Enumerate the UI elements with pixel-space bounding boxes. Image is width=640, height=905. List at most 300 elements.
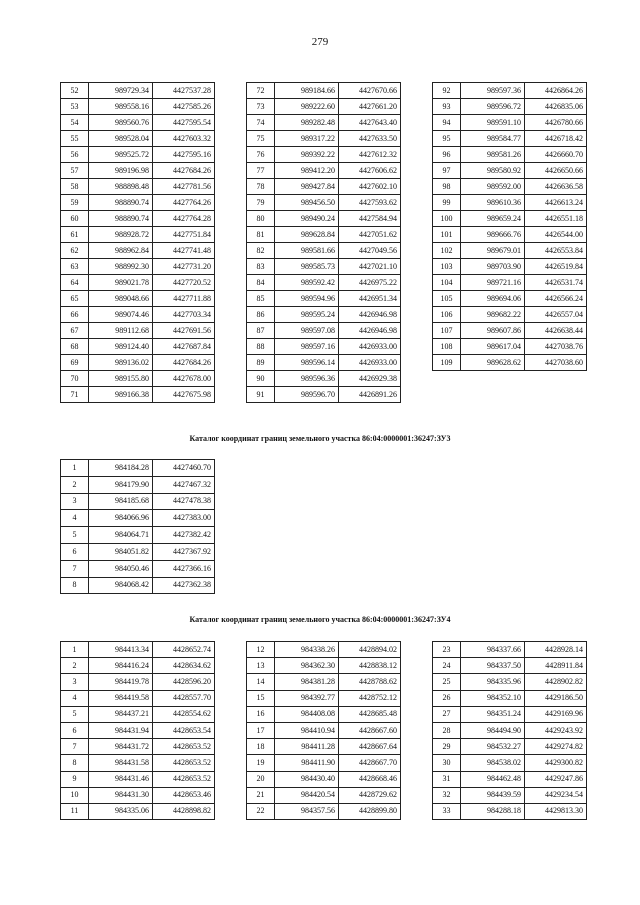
y-coordinate-cell: 4427051.62 bbox=[339, 227, 401, 243]
point-number-cell: 93 bbox=[433, 99, 461, 115]
x-coordinate-cell: 989581.66 bbox=[275, 243, 339, 259]
table-row bbox=[433, 131, 587, 147]
table-row bbox=[433, 771, 587, 787]
table-row bbox=[433, 259, 587, 275]
point-number-cell: 85 bbox=[247, 291, 275, 307]
y-coordinate-cell: 4427595.16 bbox=[153, 147, 215, 163]
table-row bbox=[61, 131, 215, 147]
y-coordinate-cell: 4426531.74 bbox=[525, 275, 587, 291]
table-row bbox=[61, 99, 215, 115]
table-row bbox=[247, 339, 401, 355]
y-coordinate-cell: 4427764.28 bbox=[153, 211, 215, 227]
table-row bbox=[247, 755, 401, 771]
y-coordinate-cell: 4426718.42 bbox=[525, 131, 587, 147]
y-coordinate-cell: 4429247.86 bbox=[525, 771, 587, 787]
table-row bbox=[433, 291, 587, 307]
x-coordinate-cell: 984494.90 bbox=[461, 722, 525, 738]
table-row bbox=[61, 739, 215, 755]
table-row bbox=[61, 179, 215, 195]
table-row bbox=[247, 227, 401, 243]
x-coordinate-cell: 989721.16 bbox=[461, 275, 525, 291]
table-row bbox=[433, 755, 587, 771]
y-coordinate-cell: 4426951.34 bbox=[339, 291, 401, 307]
x-coordinate-cell: 984416.24 bbox=[89, 658, 153, 674]
x-coordinate-cell: 984357.56 bbox=[275, 803, 339, 819]
table-row bbox=[433, 355, 587, 371]
table-row bbox=[433, 115, 587, 131]
y-coordinate-cell: 4427383.00 bbox=[153, 510, 215, 527]
table-row bbox=[61, 706, 215, 722]
x-coordinate-cell: 984413.34 bbox=[89, 642, 153, 658]
x-coordinate-cell: 984392.77 bbox=[275, 690, 339, 706]
x-coordinate-cell: 984351.24 bbox=[461, 706, 525, 722]
x-coordinate-cell: 989617.04 bbox=[461, 339, 525, 355]
x-coordinate-cell: 989597.08 bbox=[275, 323, 339, 339]
x-coordinate-cell: 984066.96 bbox=[89, 510, 153, 527]
table-row bbox=[61, 339, 215, 355]
table-row bbox=[433, 339, 587, 355]
x-coordinate-cell: 989592.42 bbox=[275, 275, 339, 291]
x-coordinate-cell: 989525.72 bbox=[89, 147, 153, 163]
y-coordinate-cell: 4426638.44 bbox=[525, 323, 587, 339]
point-number-cell: 61 bbox=[61, 227, 89, 243]
x-coordinate-cell: 989392.22 bbox=[275, 147, 339, 163]
x-coordinate-cell: 989679.01 bbox=[461, 243, 525, 259]
y-coordinate-cell: 4427731.20 bbox=[153, 259, 215, 275]
x-coordinate-cell: 984430.40 bbox=[275, 771, 339, 787]
point-number-cell: 59 bbox=[61, 195, 89, 211]
y-coordinate-cell: 4427021.10 bbox=[339, 259, 401, 275]
point-number-cell: 14 bbox=[247, 674, 275, 690]
table-row bbox=[61, 560, 215, 577]
x-coordinate-cell: 984419.78 bbox=[89, 674, 153, 690]
point-number-cell: 67 bbox=[61, 323, 89, 339]
y-coordinate-cell: 4427781.56 bbox=[153, 179, 215, 195]
x-coordinate-cell: 989317.22 bbox=[275, 131, 339, 147]
x-coordinate-cell: 984431.46 bbox=[89, 771, 153, 787]
x-coordinate-cell: 989666.76 bbox=[461, 227, 525, 243]
x-coordinate-cell: 989136.02 bbox=[89, 355, 153, 371]
y-coordinate-cell: 4429243.92 bbox=[525, 722, 587, 738]
point-number-cell: 28 bbox=[433, 722, 461, 738]
y-coordinate-cell: 4426835.06 bbox=[525, 99, 587, 115]
table-row bbox=[247, 83, 401, 99]
point-number-cell: 62 bbox=[61, 243, 89, 259]
table-row bbox=[61, 493, 215, 510]
table-row bbox=[247, 275, 401, 291]
table-row bbox=[247, 739, 401, 755]
point-number-cell: 101 bbox=[433, 227, 461, 243]
table-row bbox=[247, 642, 401, 658]
y-coordinate-cell: 4427537.28 bbox=[153, 83, 215, 99]
x-coordinate-cell: 984068.42 bbox=[89, 577, 153, 594]
point-number-cell: 75 bbox=[247, 131, 275, 147]
point-number-cell: 8 bbox=[61, 577, 89, 594]
table-row bbox=[61, 787, 215, 803]
table-row bbox=[433, 243, 587, 259]
table-row bbox=[61, 243, 215, 259]
y-coordinate-cell: 4426946.98 bbox=[339, 323, 401, 339]
point-number-cell: 2 bbox=[61, 658, 89, 674]
point-number-cell: 108 bbox=[433, 339, 461, 355]
table-row bbox=[247, 291, 401, 307]
x-coordinate-cell: 984362.30 bbox=[275, 658, 339, 674]
table-row bbox=[247, 771, 401, 787]
y-coordinate-cell: 4428911.84 bbox=[525, 658, 587, 674]
point-number-cell: 31 bbox=[433, 771, 461, 787]
point-number-cell: 107 bbox=[433, 323, 461, 339]
x-coordinate-cell: 984185.68 bbox=[89, 493, 153, 510]
point-number-cell: 81 bbox=[247, 227, 275, 243]
table-row bbox=[61, 387, 215, 403]
x-coordinate-cell: 989166.38 bbox=[89, 387, 153, 403]
point-number-cell: 52 bbox=[61, 83, 89, 99]
x-coordinate-cell: 989607.86 bbox=[461, 323, 525, 339]
y-coordinate-cell: 4429300.82 bbox=[525, 755, 587, 771]
y-coordinate-cell: 4426551.18 bbox=[525, 211, 587, 227]
table-row bbox=[61, 642, 215, 658]
y-coordinate-cell: 4427593.62 bbox=[339, 195, 401, 211]
section-caption: Каталог координат границ земельного участка 86:04:0000001:36247:ЗУ3 bbox=[189, 434, 451, 443]
y-coordinate-cell: 4428667.70 bbox=[339, 755, 401, 771]
table-row bbox=[433, 227, 587, 243]
point-number-cell: 70 bbox=[61, 371, 89, 387]
table-row bbox=[61, 115, 215, 131]
x-coordinate-cell: 984288.18 bbox=[461, 803, 525, 819]
coordinate-table bbox=[60, 82, 215, 403]
table-row bbox=[247, 690, 401, 706]
x-coordinate-cell: 989581.26 bbox=[461, 147, 525, 163]
x-coordinate-cell: 988992.30 bbox=[89, 259, 153, 275]
y-coordinate-cell: 4427038.60 bbox=[525, 355, 587, 371]
point-number-cell: 32 bbox=[433, 787, 461, 803]
table-row bbox=[433, 642, 587, 658]
point-number-cell: 64 bbox=[61, 275, 89, 291]
point-number-cell: 98 bbox=[433, 179, 461, 195]
point-number-cell: 82 bbox=[247, 243, 275, 259]
table-row bbox=[247, 658, 401, 674]
table-row bbox=[61, 323, 215, 339]
y-coordinate-cell: 4427584.94 bbox=[339, 211, 401, 227]
point-number-cell: 60 bbox=[61, 211, 89, 227]
y-coordinate-cell: 4426557.04 bbox=[525, 307, 587, 323]
y-coordinate-cell: 4426519.84 bbox=[525, 259, 587, 275]
table-row bbox=[247, 147, 401, 163]
table-row bbox=[61, 722, 215, 738]
point-number-cell: 68 bbox=[61, 339, 89, 355]
x-coordinate-cell: 989610.36 bbox=[461, 195, 525, 211]
table-row bbox=[61, 658, 215, 674]
point-number-cell: 104 bbox=[433, 275, 461, 291]
x-coordinate-cell: 984420.54 bbox=[275, 787, 339, 803]
y-coordinate-cell: 4428554.62 bbox=[153, 706, 215, 722]
table-row bbox=[247, 387, 401, 403]
point-number-cell: 79 bbox=[247, 195, 275, 211]
point-number-cell: 94 bbox=[433, 115, 461, 131]
table-row bbox=[247, 195, 401, 211]
x-coordinate-cell: 989596.36 bbox=[275, 371, 339, 387]
x-coordinate-cell: 989528.04 bbox=[89, 131, 153, 147]
table-row bbox=[247, 355, 401, 371]
x-coordinate-cell: 989584.77 bbox=[461, 131, 525, 147]
table-row bbox=[61, 259, 215, 275]
table-row bbox=[61, 355, 215, 371]
point-number-cell: 6 bbox=[61, 722, 89, 738]
x-coordinate-cell: 984064.71 bbox=[89, 527, 153, 544]
x-coordinate-cell: 989427.84 bbox=[275, 179, 339, 195]
x-coordinate-cell: 989456.50 bbox=[275, 195, 339, 211]
point-number-cell: 10 bbox=[61, 787, 89, 803]
y-coordinate-cell: 4427049.56 bbox=[339, 243, 401, 259]
point-number-cell: 86 bbox=[247, 307, 275, 323]
x-coordinate-cell: 989048.66 bbox=[89, 291, 153, 307]
point-number-cell: 55 bbox=[61, 131, 89, 147]
point-number-cell: 12 bbox=[247, 642, 275, 658]
y-coordinate-cell: 4427362.38 bbox=[153, 577, 215, 594]
y-coordinate-cell: 4428899.80 bbox=[339, 803, 401, 819]
x-coordinate-cell: 984050.46 bbox=[89, 560, 153, 577]
x-coordinate-cell: 984538.02 bbox=[461, 755, 525, 771]
point-number-cell: 9 bbox=[61, 771, 89, 787]
x-coordinate-cell: 984431.94 bbox=[89, 722, 153, 738]
table-row bbox=[433, 275, 587, 291]
table-row bbox=[61, 690, 215, 706]
table-row bbox=[433, 179, 587, 195]
point-number-cell: 17 bbox=[247, 722, 275, 738]
x-coordinate-cell: 989592.00 bbox=[461, 179, 525, 195]
table-row bbox=[433, 195, 587, 211]
table-row bbox=[61, 195, 215, 211]
point-number-cell: 78 bbox=[247, 179, 275, 195]
point-number-cell: 106 bbox=[433, 307, 461, 323]
y-coordinate-cell: 4428653.46 bbox=[153, 787, 215, 803]
coordinate-table bbox=[246, 82, 401, 403]
table-row bbox=[247, 211, 401, 227]
page-number: 279 bbox=[311, 36, 329, 48]
table-row bbox=[61, 476, 215, 493]
x-coordinate-cell: 988890.74 bbox=[89, 195, 153, 211]
point-number-cell: 90 bbox=[247, 371, 275, 387]
x-coordinate-cell: 984431.58 bbox=[89, 755, 153, 771]
point-number-cell: 72 bbox=[247, 83, 275, 99]
point-number-cell: 88 bbox=[247, 339, 275, 355]
x-coordinate-cell: 989112.68 bbox=[89, 323, 153, 339]
x-coordinate-cell: 984431.30 bbox=[89, 787, 153, 803]
y-coordinate-cell: 4427720.52 bbox=[153, 275, 215, 291]
x-coordinate-cell: 988928.72 bbox=[89, 227, 153, 243]
point-number-cell: 16 bbox=[247, 706, 275, 722]
point-number-cell: 20 bbox=[247, 771, 275, 787]
x-coordinate-cell: 989703.90 bbox=[461, 259, 525, 275]
y-coordinate-cell: 4426864.26 bbox=[525, 83, 587, 99]
y-coordinate-cell: 4427741.48 bbox=[153, 243, 215, 259]
y-coordinate-cell: 4427643.40 bbox=[339, 115, 401, 131]
x-coordinate-cell: 984335.96 bbox=[461, 674, 525, 690]
y-coordinate-cell: 4426650.66 bbox=[525, 163, 587, 179]
y-coordinate-cell: 4427703.34 bbox=[153, 307, 215, 323]
x-coordinate-cell: 989558.16 bbox=[89, 99, 153, 115]
x-coordinate-cell: 984419.58 bbox=[89, 690, 153, 706]
point-number-cell: 21 bbox=[247, 787, 275, 803]
point-number-cell: 89 bbox=[247, 355, 275, 371]
table-row bbox=[61, 371, 215, 387]
x-coordinate-cell: 989184.66 bbox=[275, 83, 339, 99]
table-row bbox=[433, 307, 587, 323]
y-coordinate-cell: 4428752.12 bbox=[339, 690, 401, 706]
point-number-cell: 56 bbox=[61, 147, 89, 163]
x-coordinate-cell: 989597.16 bbox=[275, 339, 339, 355]
y-coordinate-cell: 4428653.52 bbox=[153, 755, 215, 771]
x-coordinate-cell: 989580.92 bbox=[461, 163, 525, 179]
y-coordinate-cell: 4428668.46 bbox=[339, 771, 401, 787]
point-number-cell: 19 bbox=[247, 755, 275, 771]
table-row bbox=[61, 83, 215, 99]
point-number-cell: 100 bbox=[433, 211, 461, 227]
table-row bbox=[61, 211, 215, 227]
x-coordinate-cell: 984184.28 bbox=[89, 460, 153, 477]
point-number-cell: 97 bbox=[433, 163, 461, 179]
coordinate-table bbox=[60, 641, 215, 820]
x-coordinate-cell: 988898.48 bbox=[89, 179, 153, 195]
x-coordinate-cell: 988962.84 bbox=[89, 243, 153, 259]
x-coordinate-cell: 989597.36 bbox=[461, 83, 525, 99]
point-number-cell: 57 bbox=[61, 163, 89, 179]
point-number-cell: 76 bbox=[247, 147, 275, 163]
y-coordinate-cell: 4427711.88 bbox=[153, 291, 215, 307]
table-row bbox=[247, 163, 401, 179]
x-coordinate-cell: 989585.73 bbox=[275, 259, 339, 275]
table-row bbox=[433, 722, 587, 738]
x-coordinate-cell: 989596.14 bbox=[275, 355, 339, 371]
y-coordinate-cell: 4426929.38 bbox=[339, 371, 401, 387]
x-coordinate-cell: 989682.22 bbox=[461, 307, 525, 323]
table-row bbox=[247, 99, 401, 115]
y-coordinate-cell: 4427038.76 bbox=[525, 339, 587, 355]
x-coordinate-cell: 989560.76 bbox=[89, 115, 153, 131]
x-coordinate-cell: 984335.06 bbox=[89, 803, 153, 819]
point-number-cell: 6 bbox=[61, 543, 89, 560]
y-coordinate-cell: 4427603.32 bbox=[153, 131, 215, 147]
table-row bbox=[247, 371, 401, 387]
point-number-cell: 4 bbox=[61, 510, 89, 527]
x-coordinate-cell: 984410.94 bbox=[275, 722, 339, 738]
table-row bbox=[433, 787, 587, 803]
table-row bbox=[61, 510, 215, 527]
y-coordinate-cell: 4429169.96 bbox=[525, 706, 587, 722]
table-row bbox=[247, 259, 401, 275]
table-row bbox=[247, 706, 401, 722]
y-coordinate-cell: 4427764.26 bbox=[153, 195, 215, 211]
x-coordinate-cell: 984337.66 bbox=[461, 642, 525, 658]
table-row bbox=[433, 211, 587, 227]
x-coordinate-cell: 984381.28 bbox=[275, 674, 339, 690]
x-coordinate-cell: 989222.60 bbox=[275, 99, 339, 115]
x-coordinate-cell: 989591.10 bbox=[461, 115, 525, 131]
x-coordinate-cell: 989596.70 bbox=[275, 387, 339, 403]
y-coordinate-cell: 4427460.70 bbox=[153, 460, 215, 477]
point-number-cell: 71 bbox=[61, 387, 89, 403]
x-coordinate-cell: 989595.24 bbox=[275, 307, 339, 323]
x-coordinate-cell: 989628.84 bbox=[275, 227, 339, 243]
y-coordinate-cell: 4428894.02 bbox=[339, 642, 401, 658]
point-number-cell: 11 bbox=[61, 803, 89, 819]
table-row bbox=[61, 803, 215, 819]
x-coordinate-cell: 989196.98 bbox=[89, 163, 153, 179]
y-coordinate-cell: 4428729.62 bbox=[339, 787, 401, 803]
x-coordinate-cell: 984051.82 bbox=[89, 543, 153, 560]
y-coordinate-cell: 4427661.20 bbox=[339, 99, 401, 115]
point-number-cell: 18 bbox=[247, 739, 275, 755]
table-row bbox=[61, 577, 215, 594]
x-coordinate-cell: 989490.24 bbox=[275, 211, 339, 227]
y-coordinate-cell: 4427366.16 bbox=[153, 560, 215, 577]
point-number-cell: 8 bbox=[61, 755, 89, 771]
point-number-cell: 77 bbox=[247, 163, 275, 179]
table-row bbox=[247, 243, 401, 259]
table-row bbox=[247, 787, 401, 803]
y-coordinate-cell: 4427606.62 bbox=[339, 163, 401, 179]
y-coordinate-cell: 4427467.32 bbox=[153, 476, 215, 493]
table-row bbox=[433, 83, 587, 99]
y-coordinate-cell: 4428557.70 bbox=[153, 690, 215, 706]
y-coordinate-cell: 4429274.82 bbox=[525, 739, 587, 755]
x-coordinate-cell: 989659.24 bbox=[461, 211, 525, 227]
y-coordinate-cell: 4427670.66 bbox=[339, 83, 401, 99]
y-coordinate-cell: 4429186.50 bbox=[525, 690, 587, 706]
point-number-cell: 13 bbox=[247, 658, 275, 674]
point-number-cell: 25 bbox=[433, 674, 461, 690]
y-coordinate-cell: 4427751.84 bbox=[153, 227, 215, 243]
table-row bbox=[61, 147, 215, 163]
x-coordinate-cell: 989124.40 bbox=[89, 339, 153, 355]
y-coordinate-cell: 4428634.62 bbox=[153, 658, 215, 674]
table-row bbox=[247, 307, 401, 323]
x-coordinate-cell: 984338.26 bbox=[275, 642, 339, 658]
y-coordinate-cell: 4428898.82 bbox=[153, 803, 215, 819]
y-coordinate-cell: 4426891.26 bbox=[339, 387, 401, 403]
y-coordinate-cell: 4427382.42 bbox=[153, 527, 215, 544]
point-number-cell: 99 bbox=[433, 195, 461, 211]
point-number-cell: 3 bbox=[61, 493, 89, 510]
table-row bbox=[247, 803, 401, 819]
x-coordinate-cell: 984439.59 bbox=[461, 787, 525, 803]
y-coordinate-cell: 4428652.74 bbox=[153, 642, 215, 658]
point-number-cell: 103 bbox=[433, 259, 461, 275]
coordinate-table bbox=[246, 641, 401, 820]
coordinate-table bbox=[60, 459, 215, 594]
point-number-cell: 2 bbox=[61, 476, 89, 493]
point-number-cell: 5 bbox=[61, 706, 89, 722]
point-number-cell: 63 bbox=[61, 259, 89, 275]
table-row bbox=[247, 131, 401, 147]
x-coordinate-cell: 989412.20 bbox=[275, 163, 339, 179]
table-row bbox=[433, 323, 587, 339]
table-row bbox=[433, 739, 587, 755]
point-number-cell: 92 bbox=[433, 83, 461, 99]
point-number-cell: 53 bbox=[61, 99, 89, 115]
y-coordinate-cell: 4426553.84 bbox=[525, 243, 587, 259]
point-number-cell: 80 bbox=[247, 211, 275, 227]
y-coordinate-cell: 4426613.24 bbox=[525, 195, 587, 211]
y-coordinate-cell: 4427675.98 bbox=[153, 387, 215, 403]
point-number-cell: 109 bbox=[433, 355, 461, 371]
point-number-cell: 1 bbox=[61, 460, 89, 477]
x-coordinate-cell: 989694.06 bbox=[461, 291, 525, 307]
y-coordinate-cell: 4428928.14 bbox=[525, 642, 587, 658]
y-coordinate-cell: 4426636.58 bbox=[525, 179, 587, 195]
point-number-cell: 27 bbox=[433, 706, 461, 722]
table-row bbox=[433, 658, 587, 674]
